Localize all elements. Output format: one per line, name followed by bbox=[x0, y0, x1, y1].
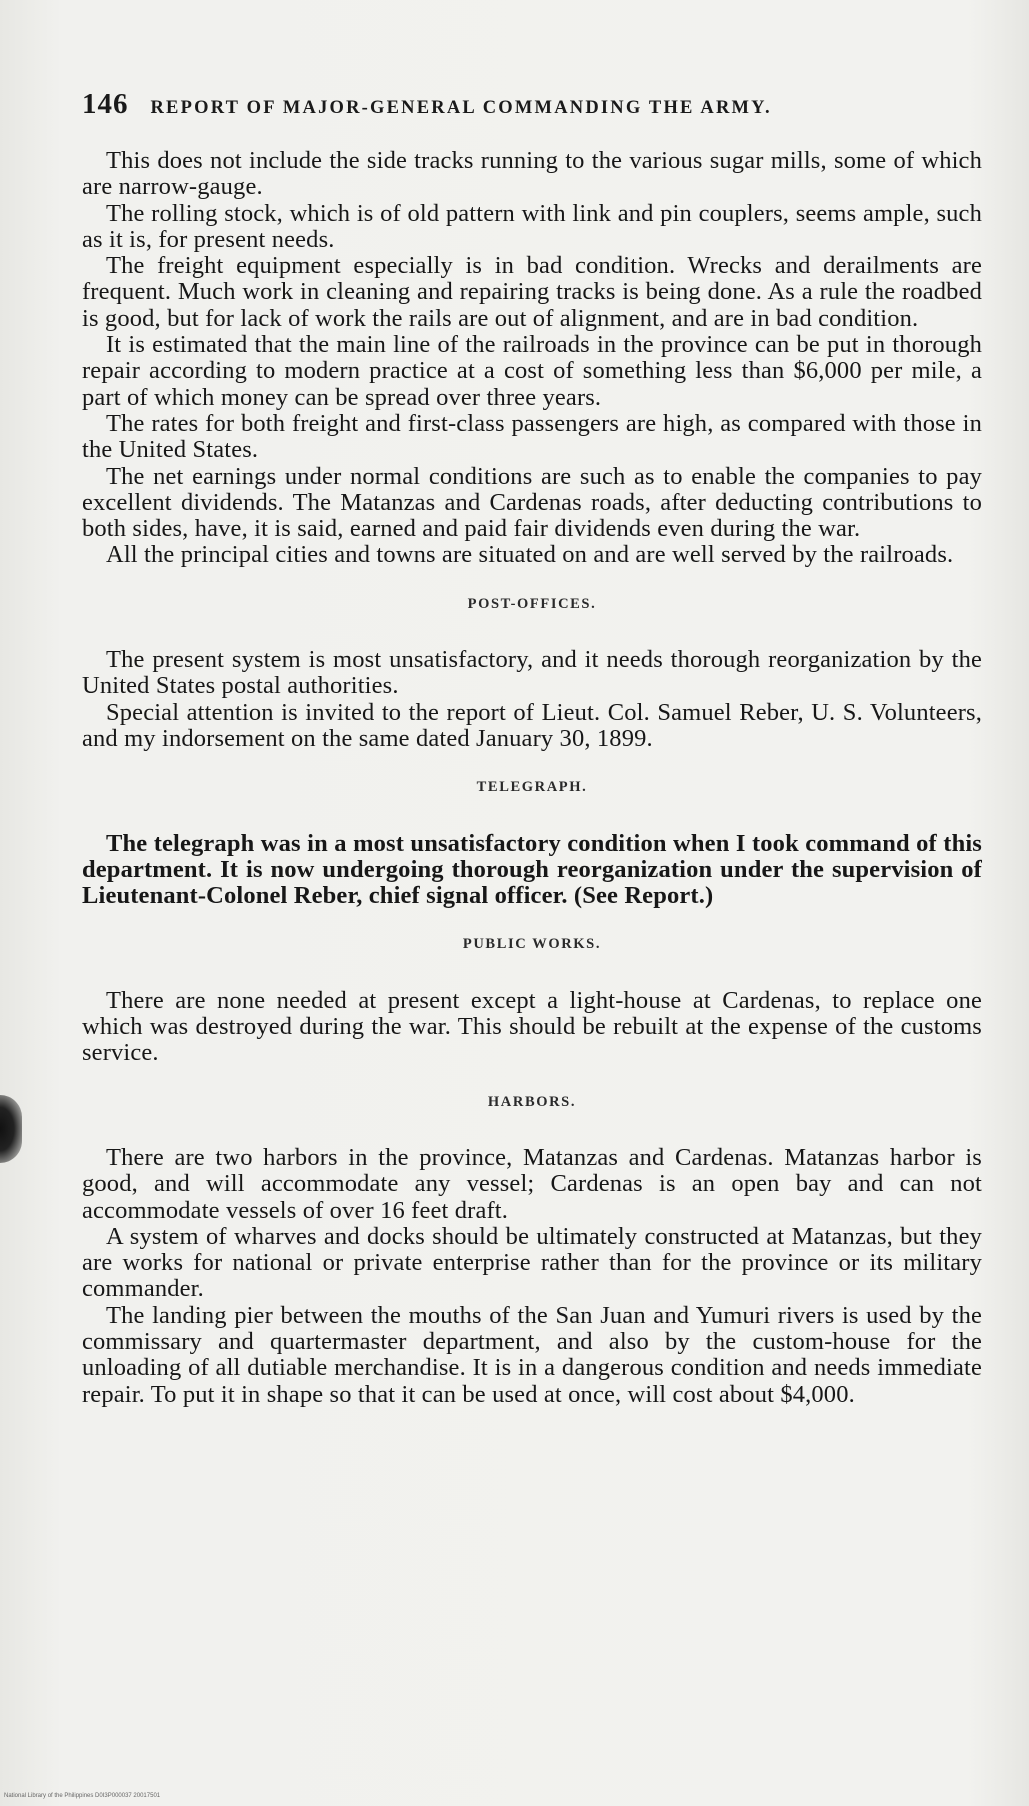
binding-shadow bbox=[0, 1095, 22, 1163]
body-text bbox=[82, 148, 982, 1408]
running-head: REPORT OF MAJOR-GENERAL COMMANDING THE ARMY. bbox=[150, 98, 772, 118]
page-header bbox=[82, 88, 962, 121]
section-heading-telegraph: TELEGRAPH. bbox=[476, 779, 588, 796]
paragraph: The net earnings under normal conditions are such as to enable the companies to pay excellent dividends. The Matanzas and Cardenas roads, after deducting contributions to both sides, have, it is said, earned and paid fair dividends even during the war. bbox=[82, 462, 982, 543]
section-heading-post-offices: POST-OFFICES. bbox=[467, 595, 597, 612]
paragraph: There are two harbors in the province, Matanzas and Cardenas. Matanzas harbor is good, and will accommodate any vessel; Cardenas is an open bay and can not accommodate vessels of over 16 feet draft. bbox=[82, 1143, 982, 1224]
paragraph: All the principal cities and towns are situated on and are well served by the railroads. bbox=[106, 541, 954, 569]
paragraph: The landing pier between the mouths of the San Juan and Yumuri rivers is used by the commissary and quartermaster department, and also by the custom-house for the unloading of all dutiable merchandise. It is in a dangerous condition and needs immediate repair. To put it in shape so that it can be used at once, will cost about $4,000. bbox=[82, 1301, 982, 1408]
paragraph: The rolling stock, which is of old pattern with link and pin couplers, seems ample, such as it is, for present needs. bbox=[82, 199, 982, 253]
paragraph: The present system is most unsatisfactory, and it needs thorough reorganization by the United States postal authorities. bbox=[82, 646, 982, 700]
page-number: 146 bbox=[82, 88, 129, 120]
paragraph: There are none needed at present except a light-house at Cardenas, to replace one which was destroyed during the war. This should be rebuilt at the expense of the customs service. bbox=[82, 986, 982, 1067]
paragraph: The rates for both freight and first-class passengers are high, as compared with those in the United States. bbox=[82, 409, 982, 464]
paragraph: This does not include the side tracks running to the various sugar mills, some of which are narrow-gauge. bbox=[82, 147, 982, 201]
scan-credit: National Library of the Philippines D0I3P000037 20017501 bbox=[4, 1793, 161, 1799]
paragraph: The freight equipment especially is in bad condition. Wrecks and derailments are frequent. Much work in cleaning and repairing tracks is being done. As a rule the roadbed is good, but for lack of work the rails are out of alignment, and are in bad condition. bbox=[82, 252, 982, 332]
paragraph: It is estimated that the main line of the railroads in the province can be put in thorough repair according to modern practice at a cost of something less than $6,000 per mile, a part of which money can be spread over three years. bbox=[82, 331, 982, 411]
section-heading-harbors: HARBORS. bbox=[487, 1093, 577, 1110]
paragraph: A system of wharves and docks should be ultimately constructed at Matanzas, but they are works for national or private enterprise rather than for the province or its military commander. bbox=[82, 1222, 982, 1303]
paragraph: The telegraph was in a most unsatisfactory condition when I took command of this department. It is now undergoing thorough reorganization under the supervision of Lieutenant-Colonel Reber, chief signal officer. (See Report.) bbox=[82, 829, 982, 910]
section-heading-public-works: PUBLIC WORKS. bbox=[462, 936, 602, 953]
paragraph: Special attention is invited to the report of Lieut. Col. Samuel Reber, U. S. Volunteers, and my indorsement on the same dated January 30, 1899. bbox=[82, 698, 982, 752]
